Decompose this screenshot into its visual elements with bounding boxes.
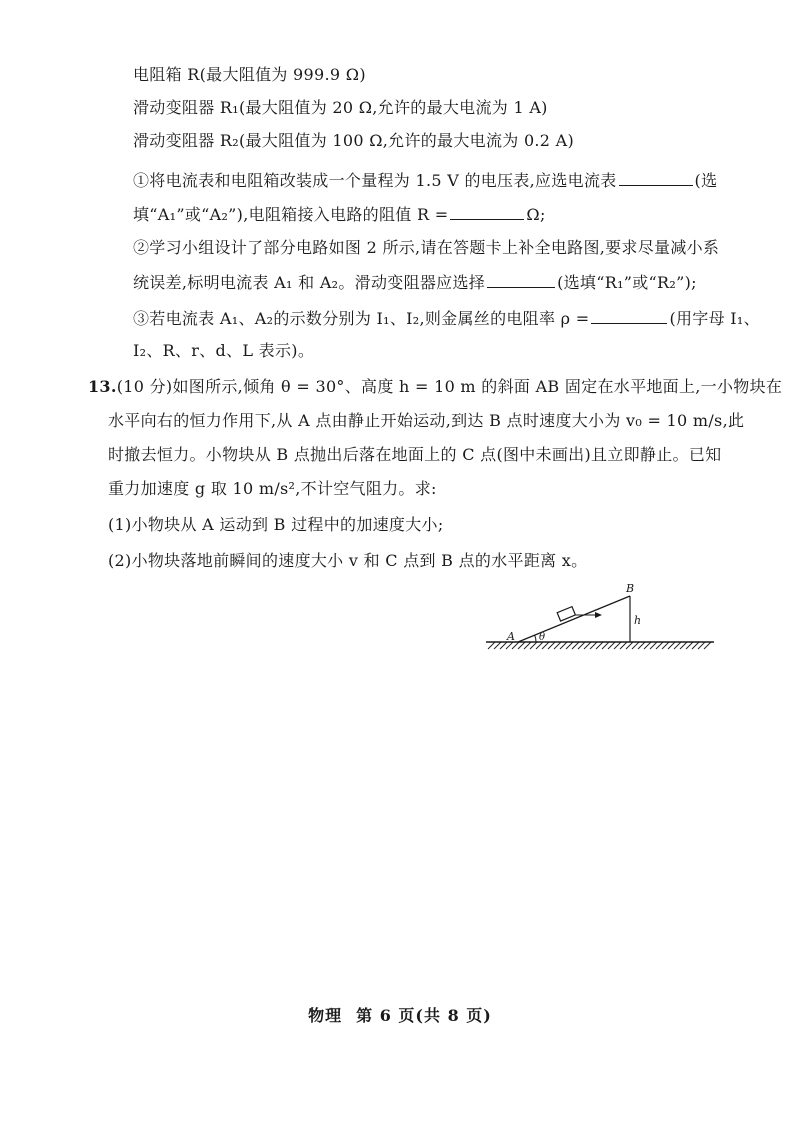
q13-stem-line1 [88,376,782,398]
q12-part1-text-b: (选 [694,171,718,190]
answer-blank-ammeter[interactable] [619,169,693,186]
label-point-b: B [626,582,635,595]
q12-part1-text-c: 填“A₁”或“A₂”),电阻箱接入电路的阻值 R = [133,205,449,224]
q12-part3-line1 [133,307,760,330]
incline-figure [480,578,720,660]
answer-blank-resistance[interactable] [450,203,524,220]
q12-part3-line2: I₂、R、r、d、L 表示)。 [133,341,315,360]
q12-part1-text-d: Ω; [526,205,546,224]
q12-part3-text-b: (用字母 I₁、 [669,309,760,328]
q12-part2-line2 [133,271,697,294]
q13-stem-line2: 水平向右的恒力作用下,从 A 点由静止开始运动,到达 B 点时速度大小为 v₀ = 10 m/s,此 [108,411,745,430]
angle-arc [535,635,536,642]
label-height: h [634,614,642,627]
label-angle: θ [539,632,546,643]
footer-subject: 物理 [308,1006,343,1025]
label-point-a: A [507,630,515,643]
q12-part2-text-b: 统误差,标明电流表 A₁ 和 A₂。滑动变阻器应选择 [133,273,486,292]
equipment-resistance-box: 电阻箱 R(最大阻值为 999.9 Ω) [133,65,366,84]
q13-number: 13. [88,377,117,396]
q12-part1-text-a: ①将电流表和电阻箱改装成一个量程为 1.5 V 的电压表,应选电流表 [133,171,617,190]
q13-stem-text-1: (10 分)如图所示,倾角 θ = 30°、高度 h = 10 m 的斜面 AB 固定在水平地面上,一小物块在 [116,377,783,396]
q12-part1-line1 [133,169,717,192]
page-footer [0,1003,800,1026]
q13-stem-line4: 重力加速度 g 取 10 m/s²,不计空气阻力。求: [108,479,437,498]
q13-stem-line3: 时撤去恒力。小物块从 B 点抛出后落在地面上的 C 点(图中未画出)且立即静止。已知 [108,445,722,464]
q12-part1-line2 [133,203,546,226]
q12-part2-text-c: (选填“R₁”或“R₂”); [557,273,697,292]
equipment-rheostat-r1: 滑动变阻器 R₁(最大阻值为 20 Ω,允许的最大电流为 1 A) [133,98,548,117]
footer-page-number: 第 6 页(共 8 页) [356,1006,492,1025]
ground-hatching [488,642,711,649]
incline-surface [518,596,630,642]
q12-part3-text-a: ③若电流表 A₁、A₂的示数分别为 I₁、I₂,则金属丝的电阻率 ρ = [133,309,590,328]
answer-blank-resistivity[interactable] [591,307,667,324]
q13-sub-question-1: (1)小物块从 A 运动到 B 过程中的加速度大小; [108,515,444,534]
equipment-rheostat-r2: 滑动变阻器 R₂(最大阻值为 100 Ω,允许的最大电流为 0.2 A) [133,131,575,150]
answer-blank-rheostat[interactable] [487,271,555,288]
q13-sub-question-2: (2)小物块落地前瞬间的速度大小 v 和 C 点到 B 点的水平距离 x。 [108,551,588,570]
q12-part2-line1: ②学习小组设计了部分电路如图 2 所示,请在答题卡上补全电路图,要求尽量减小系 [133,238,720,257]
force-arrow-head [595,612,602,618]
